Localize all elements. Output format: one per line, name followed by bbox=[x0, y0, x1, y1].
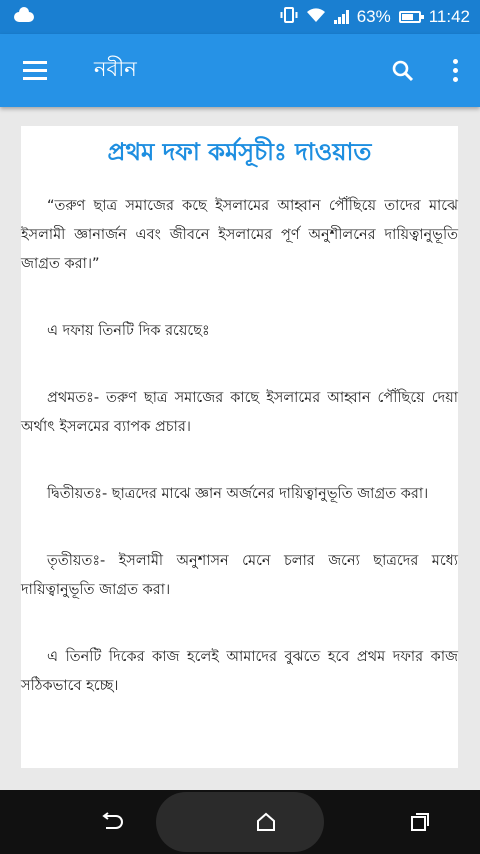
signal-icon bbox=[334, 10, 349, 24]
navigation-bar bbox=[0, 790, 480, 854]
menu-icon[interactable] bbox=[0, 34, 70, 107]
search-icon[interactable] bbox=[376, 34, 430, 107]
article-paragraph: তৃতীয়তঃ- ইসলামী অনুশাসন মেনে চলার জন্যে ছাত্রদের মধ্যে দায়িত্বানুভূতি জাগ্রত করা। bbox=[21, 553, 458, 598]
battery-icon bbox=[399, 11, 421, 23]
more-vert-icon[interactable] bbox=[430, 34, 480, 107]
article-paragraph: এ তিনটি দিকের কাজ হলেই আমাদের বুঝতে হবে প্রথম দফার কাজ সঠিকভাবে হচ্ছে। bbox=[21, 649, 458, 694]
recents-icon[interactable] bbox=[390, 790, 450, 854]
wifi-icon bbox=[306, 7, 326, 28]
app-bar bbox=[0, 34, 480, 107]
back-icon[interactable] bbox=[82, 790, 142, 854]
clock: 11:42 bbox=[428, 7, 470, 26]
vibrate-icon bbox=[280, 7, 298, 28]
article-paragraph: “তরুণ ছাত্র সমাজের কছে ইসলামের আহ্বান পৌঁছিয়ে তাদের মাঝে ইসলামী জ্ঞানার্জন এবং জীবনে ইসলামের পূর্ণ অনুশীলনের দায়িত্বানুভূতি জাগ্রত করা।” bbox=[21, 198, 458, 272]
article-paragraph: দ্বিতীয়তঃ- ছাত্রদের মাঝে জ্ঞান অর্জনের দায়িত্বানুভূতি জাগ্রত করা। bbox=[47, 486, 429, 502]
home-icon[interactable] bbox=[236, 790, 296, 854]
cloud-icon bbox=[14, 12, 34, 22]
battery-percent: 63% bbox=[356, 7, 391, 26]
article-paragraph: প্রথমতঃ- তরুণ ছাত্র সমাজের কাছে ইসলামের আহ্বান পৌঁছিয়ে দেয়া অর্থাৎ ইসলমের ব্যাপক প্রচার। bbox=[21, 390, 458, 435]
article-paragraph: এ দফায় তিনটি দিক রয়েছেঃ bbox=[47, 323, 210, 339]
app-title: নবীন bbox=[94, 57, 137, 81]
status-bar bbox=[0, 0, 480, 34]
article-card bbox=[21, 126, 458, 768]
article-title: প্রথম দফা কর্মসূচীঃ দাওয়াত bbox=[107, 138, 372, 166]
